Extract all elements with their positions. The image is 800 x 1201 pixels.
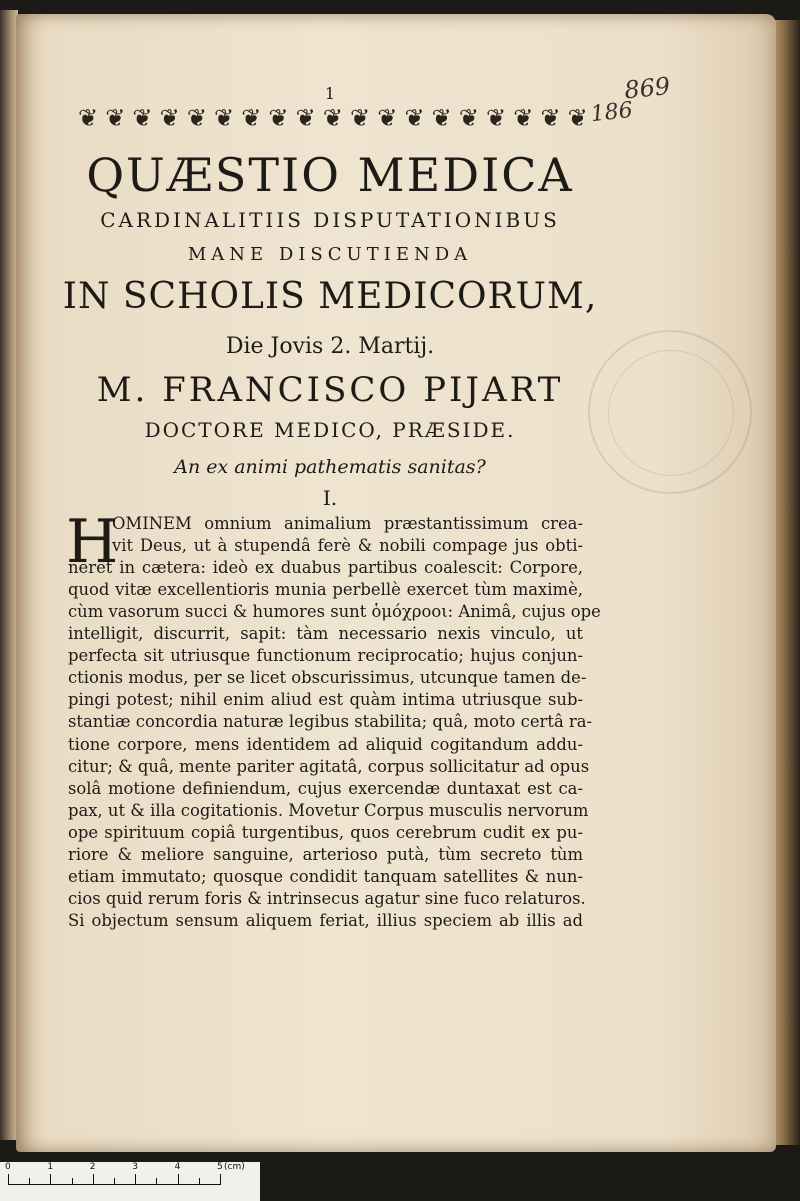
ruler-tick [199,1178,200,1185]
ornament-fleuron: ❦ [78,104,99,132]
ruler-label: 0 [5,1162,11,1172]
body-text-line: cùm vasorum succi & humores sunt ὁμόχροοι: Animâ, cujus ope [68,602,601,622]
ruler-tick [8,1174,9,1185]
ornament-fleuron: ❦ [404,104,425,132]
ornament-fleuron: ❦ [458,104,479,132]
body-text-line: quod vitæ excellentioris munia perbellè exercet tùm maximè, [68,580,583,600]
body-text-line: vit Deus, ut à stupendâ ferè & nobili compage jus obti- [112,536,583,556]
body-text-line: cios quid rerum foris & intrinsecus agatur sine fuco relaturos. [68,888,586,908]
ruler-tick [29,1178,30,1185]
ruler-label: 3 [132,1162,138,1172]
ornament-fleuron: ❦ [295,104,316,132]
ornament-fleuron: ❦ [132,104,153,132]
body-text-line: etiam immutato; quosque condidit tanquam satellites & nun- [68,866,583,886]
praeses-name: M. FRANCISCO PIJART [96,370,564,410]
body-text-line: solâ motione definiendum, cujus exercendæ duntaxat est ca- [68,778,583,798]
ruler-label: 5 [217,1162,223,1172]
ornament-fleuron: ❦ [513,104,534,132]
body-text-line: pax, ut & illa cogitationis. Movetur Corpus musculis nervorum [68,800,589,820]
subtitle-line-2: MANE DISCUTIENDA [187,244,473,265]
ornament-fleuron: ❦ [186,104,207,132]
ornament-fleuron: ❦ [567,104,588,132]
scale-ruler [0,1162,260,1201]
body-text-line: ctionis modus, per se licet obscurissimus, utcunque tamen de- [68,668,587,688]
library-stamp-inner-ring [608,350,734,476]
handwritten-shelfmark [587,68,713,140]
ruler-tick [135,1174,136,1185]
body-text-line: neret in cætera: ideò ex duabus partibus coalescit: Corpore, [68,558,583,578]
ornament-fleuron: ❦ [159,104,180,132]
body-text-line: tione corpore, mens identidem ad aliquid cogitandum addu- [68,734,583,754]
subtitle-line-3: IN SCHOLIS MEDICORUM, [62,276,598,317]
ornament-fleuron: ❦ [377,104,398,132]
shelfmark-second: 869 [622,71,672,105]
book-right-edge [772,20,800,1145]
shelfmark-first: 186 [589,97,634,128]
ornament-fleuron: ❦ [322,104,343,132]
page-number: 1 [324,84,336,103]
ruler-tick [178,1174,179,1185]
date-line: Die Jovis 2. Martij. [225,334,435,359]
ruler-tick [50,1174,51,1185]
ruler-unit-label: (cm) [224,1162,245,1172]
thesis-question: An ex animi pathematis sanitas? [174,456,486,478]
ornament-fleuron: ❦ [350,104,371,132]
subtitle-line-1: CARDINALITIIS DISPUTATIONIBUS [100,208,560,232]
body-text-line: citur; & quâ, mente pariter agitatâ, corpus sollicitatur ad opus [68,756,590,776]
ruler-label: 2 [89,1162,96,1172]
library-stamp [588,330,752,494]
drop-cap: H [66,507,119,577]
ruler-tick [156,1178,157,1185]
body-text-line: stantiæ concordia naturæ legibus stabilita; quâ, moto certâ ra- [68,712,593,732]
ornament-fleuron: ❦ [268,104,289,132]
ornament-fleuron: ❦ [486,104,507,132]
praeses-title: DOCTORE MEDICO, PRÆSIDE. [144,418,516,442]
ruler-tick [93,1174,94,1185]
ornament-fleuron: ❦ [540,104,561,132]
ornament-fleuron: ❦ [431,104,452,132]
body-text-line: riore & meliore sanguine, arterioso putà, tùm secreto tùm [68,844,583,864]
document-title: QUÆSTIO MEDICA [86,148,574,202]
ruler-tick [114,1178,115,1185]
body-text-line: ope spirituum copiâ turgentibus, quos cerebrum cudit ex pu- [68,822,583,842]
ornament-fleuron: ❦ [214,104,235,132]
ruler-tick [72,1178,73,1185]
body-text-line: intelligit, discurrit, sapit: tàm necessario nexis vinculo, ut [68,624,583,644]
body-text-line: OMINEM omnium animalium præstantissimum crea- [112,514,583,533]
ornament-band [78,104,588,132]
ruler-tick [220,1174,221,1185]
section-number: I. [322,486,338,510]
ruler-label: 4 [174,1162,181,1172]
ruler-label: 1 [47,1162,54,1172]
ornament-fleuron: ❦ [241,104,262,132]
body-text-line: Si objectum sensum aliquem feriat, illius speciem ab illis ad [68,910,583,930]
ornament-fleuron: ❦ [105,104,126,132]
body-text-line: perfecta sit utriusque functionum reciprocatio; hujus conjun- [68,646,583,666]
body-text-line: pingi potest; nihil enim aliud est quàm intima utriusque sub- [68,690,583,710]
